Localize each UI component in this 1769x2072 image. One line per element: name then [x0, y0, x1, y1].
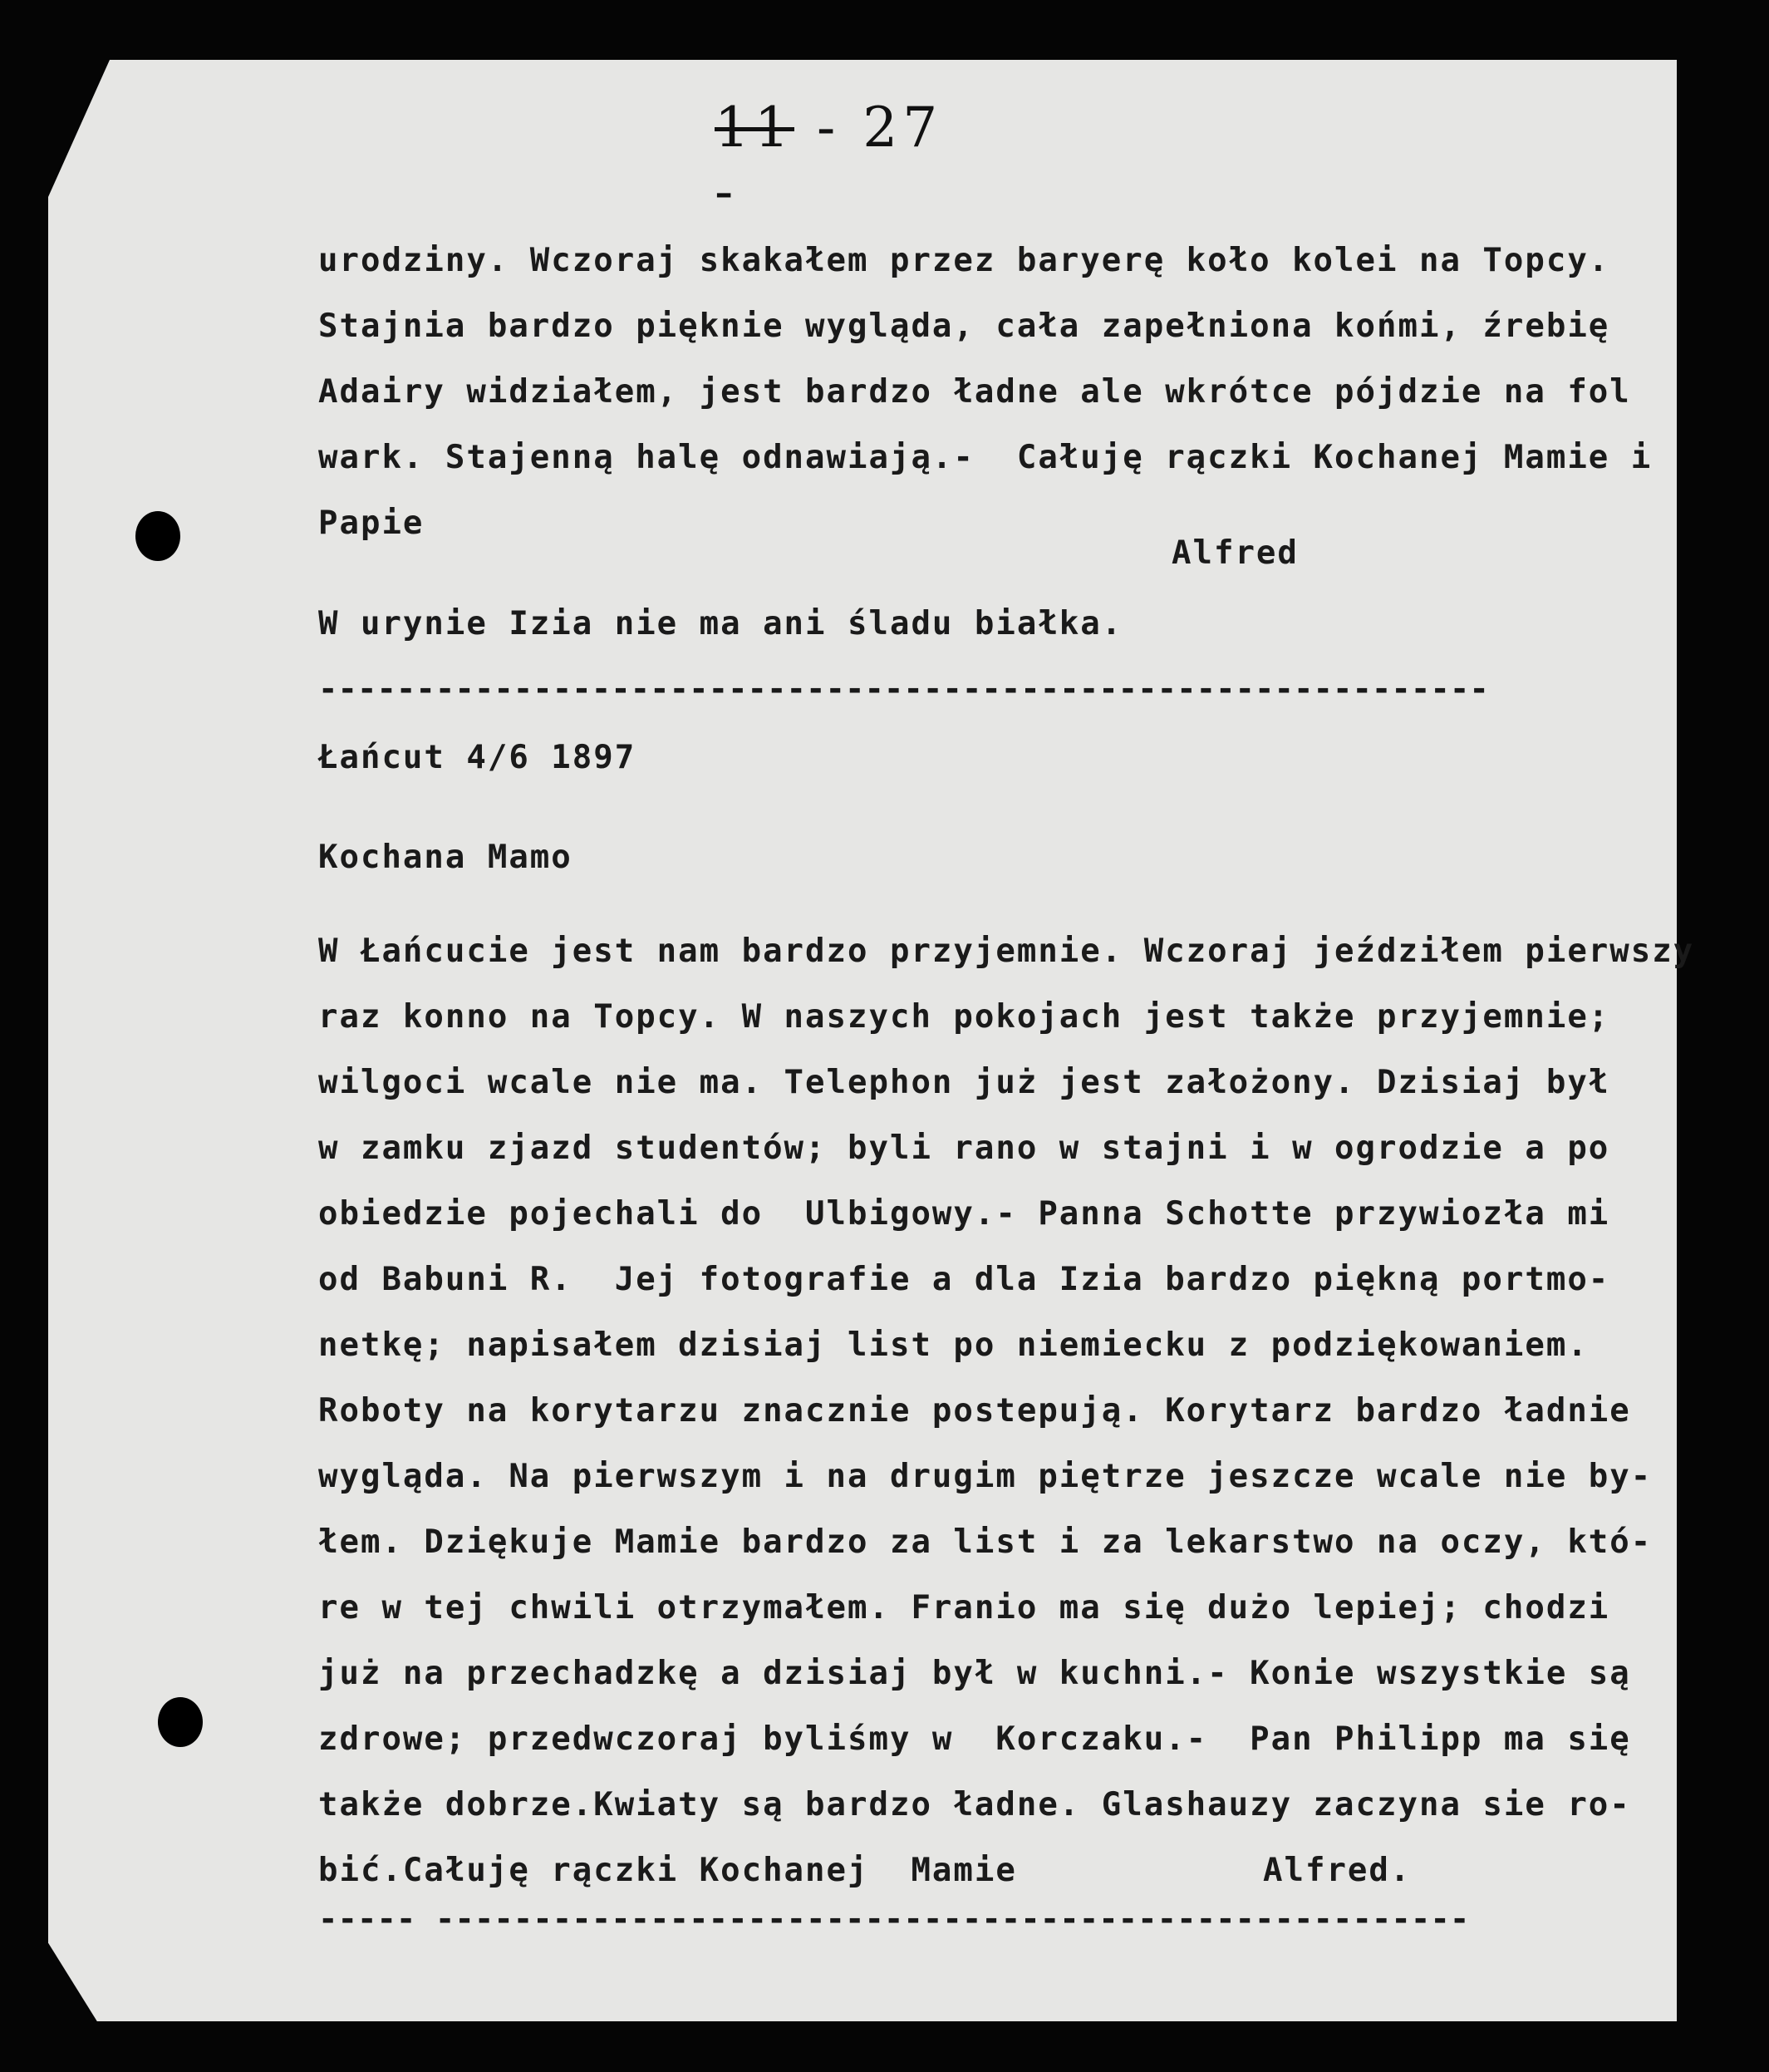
letter2-line: w zamku zjazd studentów; byli rano w stajni i w ogrodzie a po [318, 1130, 1610, 1167]
letter2-line: re w tej chwili otrzymałem. Franio ma się dużo lepiej; chodzi [318, 1589, 1610, 1627]
letter2-line: netkę; napisałem dzisiaj list po niemiecku z podziękowaniem. [318, 1326, 1589, 1364]
letter1-line: Papie [318, 504, 425, 542]
letter2-line: Roboty na korytarzu znacznie postepują. Korytarz bardzo ładnie [318, 1392, 1631, 1430]
letter2-line: wygląda. Na pierwszym i na drugim piętrze jeszcze wcale nie by- [318, 1458, 1653, 1495]
letter1-line: Stajnia bardzo pięknie wygląda, cała zapełniona końmi, źrebię [318, 308, 1610, 345]
letter2-line: wilgoci wcale nie ma. Telephon już jest założony. Dzisiaj był [318, 1064, 1610, 1101]
punch-hole-bottom [158, 1697, 203, 1747]
letter1-line: wark. Stajenną halę odnawiają.- Całuję rączki Kochanej Mamie i [318, 439, 1653, 476]
letter2-line: łem. Dziękuje Mamie bardzo za list i za lekarstwo na oczy, któ- [318, 1523, 1653, 1561]
letter2-line: bić.Całuję rączki Kochanej Mamie [318, 1852, 1017, 1889]
letter-text [318, 233, 1695, 1938]
letter1-postscript: W urynie Izia nie ma ani śladu białka. [318, 605, 1123, 642]
letter2-line: zdrowe; przedwczoraj byliśmy w Korczaku.- Pan Philipp ma się [318, 1720, 1631, 1758]
letter2-salutation: Kochana Mamo [318, 839, 572, 876]
page-number-struck: 11 [715, 96, 794, 160]
separator-line: ------------------------------------------------------------ [318, 671, 1489, 708]
letter1-signature: Alfred [1172, 534, 1299, 572]
letter2-line: także dobrze.Kwiaty są bardzo ładne. Glashauzy zaczyna sie ro- [318, 1786, 1631, 1823]
letter1-line: Adairy widziałem, jest bardzo ładne ale wkrótce pójdzie na fol [318, 373, 1631, 411]
separator-line-bottom: ----- ----------------------------------------------------- [318, 1901, 1470, 1938]
letter2-place-date: Łańcut 4/6 1897 [318, 739, 636, 776]
punch-hole-top [135, 511, 180, 561]
letter2-line: raz konno na Topcy. W naszych pokojach jest także przyjemnie; [318, 998, 1610, 1036]
letter2-line: od Babuni R. Jej fotografie a dla Izia bardzo piękną portmo- [318, 1261, 1610, 1298]
letter2-line: W Łańcucie jest nam bardzo przyjemnie. Wczoraj jeździłem pierwszy [318, 933, 1695, 970]
page-number: 11 - 27 - [715, 96, 943, 224]
letter2-line: już na przechadzkę a dzisiaj był w kuchni.- Konie wszystkie są [318, 1655, 1631, 1692]
letter2-line: obiedzie pojechali do Ulbigowy.- Panna Schotte przywiozła mi [318, 1195, 1610, 1233]
page-number-current: 27 [862, 96, 943, 160]
letter2-signature: Alfred. [1263, 1852, 1412, 1889]
letter1-line: urodziny. Wczoraj skakałem przez baryerę koło kolei na Topcy. [318, 242, 1610, 279]
